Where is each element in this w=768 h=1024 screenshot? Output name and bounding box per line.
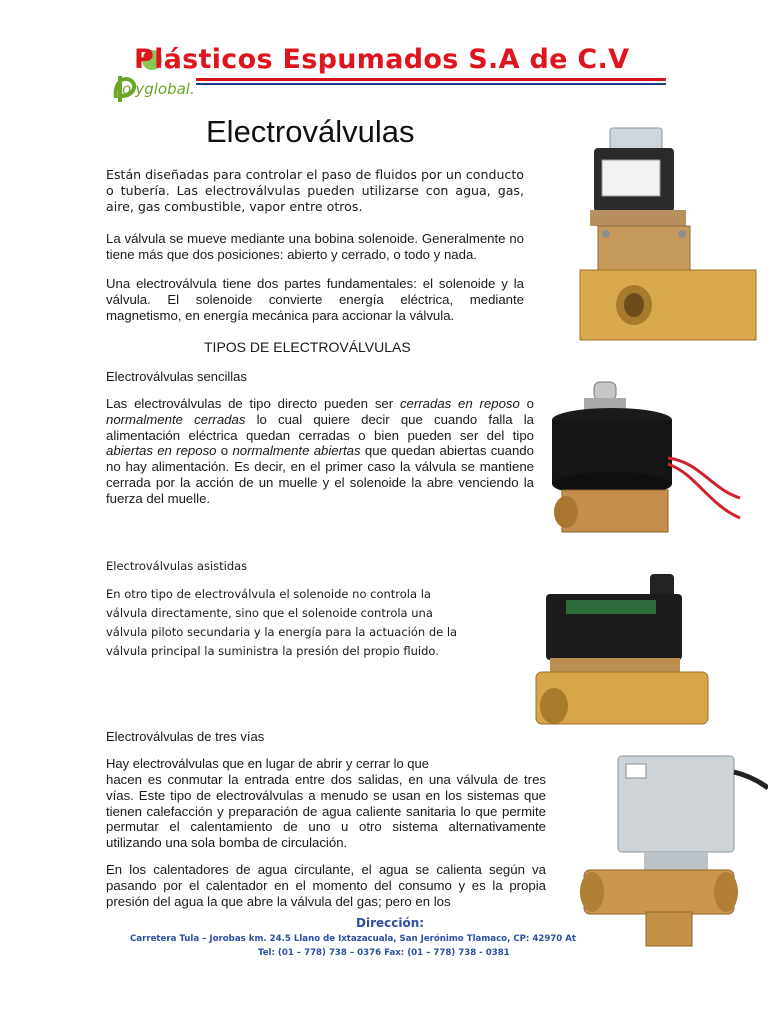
types-heading: TIPOS DE ELECTROVÁLVULAS <box>204 339 411 355</box>
assisted-valve-image <box>528 566 718 742</box>
assisted-heading: Electroválvulas asistidas <box>106 559 248 573</box>
intro-paragraph-3: Una electroválvula tiene dos partes fundamentales: el solenoide y la válvula. El solenoide convierte energía eléctrica, mediante magnetismo, en energía mecánica para accionar la válvula. <box>106 276 524 323</box>
simple-italic-3: abiertas en reposo <box>106 443 217 459</box>
simple-text-5: que quedan abiertas cuando no hay alimentación. Es decir, en el primer caso la válvula se mantiene cerrada por la acción de un muelle y el solenoide la abre venciendo la fuerza del muelle. <box>106 443 534 506</box>
solenoid-valve-image-1 <box>536 122 758 354</box>
three-way-valve-image <box>574 752 768 948</box>
threeway-paragraph-2: En los calentadores de agua circulante, el agua se calienta según va pasando por el calentador en el momento del consumo y es la propia presión del agua la que abre la válvula del gas; pero en los <box>106 862 546 909</box>
header-rule-blue <box>196 83 666 85</box>
simple-text-1: Las electroválvulas de tipo directo pueden ser <box>106 396 400 411</box>
company-name: Plásticos Espumados S.A de C.V <box>134 44 630 75</box>
simple-italic-2: normalmente cerradas <box>106 411 246 427</box>
footer-phones: Tel: (01 – 778) 738 – 0376 Fax: (01 – 778) 738 - 0381 <box>258 948 510 958</box>
solenoid-valve-image-2 <box>540 378 746 542</box>
intro-paragraph-1: Están diseñadas para controlar el paso de fluidos por un conducto o tubería. Las electroválvulas pueden utilizarse con agua, gas, aire, gas combustible, vapor entre otros. <box>106 167 524 214</box>
simple-text-3: lo cual quiere decir que cuando falla la alimentación eléctrica quedan cerradas o bien pueden ser del tipo <box>106 411 535 443</box>
footer-heading: Dirección: <box>356 916 425 930</box>
logo-text: olyglobal. <box>122 80 195 98</box>
threeway-paragraph-1: hacen es conmutar la entrada entre dos salidas, en una válvula de tres vías. Este tipo de electroválvulas a menudo se usan en los sistemas que tienen calefacción y preparación de agua caliente sanitaria lo que permite permutar el calentamiento de uno u otro sistema alternativamente utilizando una sola bomba de circulación. <box>106 772 546 851</box>
simple-paragraph <box>106 396 534 507</box>
intro-paragraph-2: La válvula se mueve mediante una bobina solenoide. Generalmente no tiene más que dos posiciones: abierto y cerrado, o todo y nada. <box>106 231 524 262</box>
simple-italic-4: normalmente abiertas <box>232 443 361 459</box>
simple-heading: Electroválvulas sencillas <box>106 369 247 384</box>
threeway-first-line: Hay electroválvulas que en lugar de abrir y cerrar lo que <box>106 756 430 771</box>
simple-italic-1: cerradas en reposo <box>399 396 520 411</box>
threeway-heading: Electroválvulas de tres vías <box>106 729 265 744</box>
simple-text-4: o <box>216 443 233 459</box>
simple-text-2: o <box>519 396 534 411</box>
page-title: Electroválvulas <box>206 114 415 149</box>
assisted-paragraph: En otro tipo de electroválvula el solenoide no controla la válvula directamente, sino que el solenoide controla una válvula piloto secundaria y la energía para la actuación de la válvula principal la suministra la presión del propio fluido. <box>106 587 458 658</box>
footer-address: Carretera Tula – Jorobas km. 24.5 Llano de Ixtazacuala, San Jerónimo Tlamaco, CP: 42970 At <box>130 934 577 944</box>
header-rule-red <box>196 78 666 81</box>
